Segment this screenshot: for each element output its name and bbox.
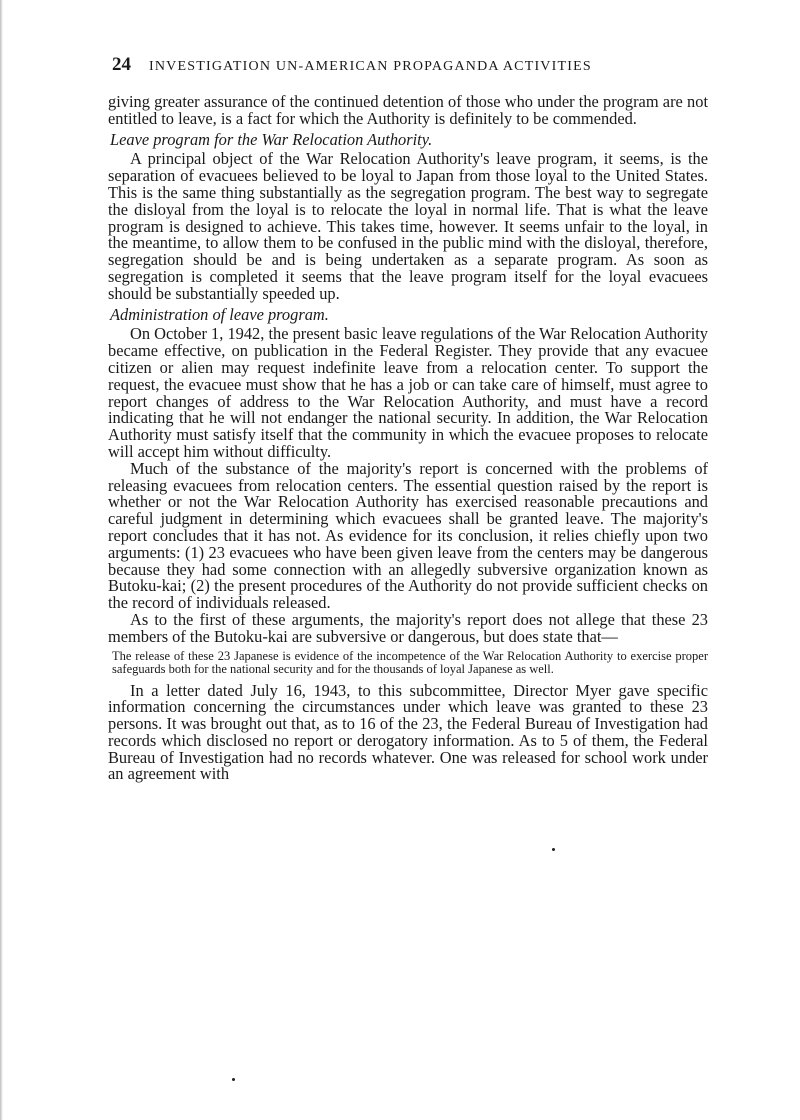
section-heading-administration: Administration of leave program.	[110, 304, 329, 324]
block-quote: The release of these 23 Japanese is evidence of the incompetence of the War Relocation Authority to exercise proper safeguards both for the national security and for the thousands of loyal Japanese as well.	[112, 648, 708, 676]
paragraph-majority-report: Much of the substance of the majority's report is concerned with the problems of releasing evacuees from relocation centers. The essential question raised by the report is whether or not the War Relocation Authority has exercised reasonable precautions and careful judgment in determining which evacuees shall be granted leave. The majority's report concludes that it has not. As evidence for its conclusion, it relies chiefly upon two arguments: (1) 23 evacuees who have been given leave from the centers may be dangerous because they had some connection with an allegedly subversive organization known as Butoku-kai; (2) the present procedures of the Authority do not provide sufficient checks on the record of individuals released.	[108, 458, 708, 613]
running-header	[112, 54, 712, 76]
section-heading-leave-program: Leave program for the War Relocation Authority.	[110, 129, 433, 149]
scan-speck	[552, 848, 555, 851]
page-body	[108, 94, 708, 783]
scan-speck	[232, 1078, 235, 1081]
page-number: 24	[112, 54, 131, 75]
paragraph-myer-letter: In a letter dated July 16, 1943, to this subcommittee, Director Myer gave specific information concerning the circumstances under which leave was granted to these 23 persons. It was brought out that, as to 16 of the 23, the Federal Bureau of Investigation had records which disclosed no report or derogatory information. As to 5 of them, the Federal Bureau of Investigation had no records whatever. One was released for school work under an agreement with	[108, 680, 708, 784]
running-title: INVESTIGATION UN-AMERICAN PROPAGANDA ACTIVITIES	[149, 59, 592, 74]
paragraph-intro: giving greater assurance of the continued detention of those who under the program are not entitled to leave, is a fact for which the Authority is definitely to be commended.	[108, 92, 708, 128]
page-scan-edge	[0, 0, 3, 1120]
paragraph-first-argument: As to the first of these arguments, the majority's report does not allege that these 23 members of the Butoku-kai are subversive or dangerous, but does state that—	[108, 609, 708, 646]
paragraph-regulations: On October 1, 1942, the present basic leave regulations of the War Relocation Authority became effective, on publication in the Federal Register. They provide that any evacuee citizen or alien may request indefinite leave from a relocation center. To support the request, the evacuee must show that he has a job or can take care of himself, must agree to report changes of address to the War Relocation Authority, and must have a record indicating that he will not endanger the national security. In addition, the War Relocation Authority must satisfy itself that the community in which the evacuee proposes to relocate will accept him without difficulty.	[108, 324, 708, 461]
paragraph-leave-program: A principal object of the War Relocation Authority's leave program, it seems, is the separation of evacuees believed to be loyal to Japan from those loyal to the United States. This is the same thing substantially as the segregation program. The best way to segregate the disloyal from the loyal is to relocate the loyal in normal life. That is what the leave program is designed to achieve. This takes time, however. It seems unfair to the loyal, in the meantime, to allow them to be confused in the public mind with the disloyal, therefore, segregation should be and is being undertaken as a separate program. As soon as segregation is completed it seems that the leave program itself for the loyal evacuees should be substantially speeded up.	[108, 149, 708, 303]
